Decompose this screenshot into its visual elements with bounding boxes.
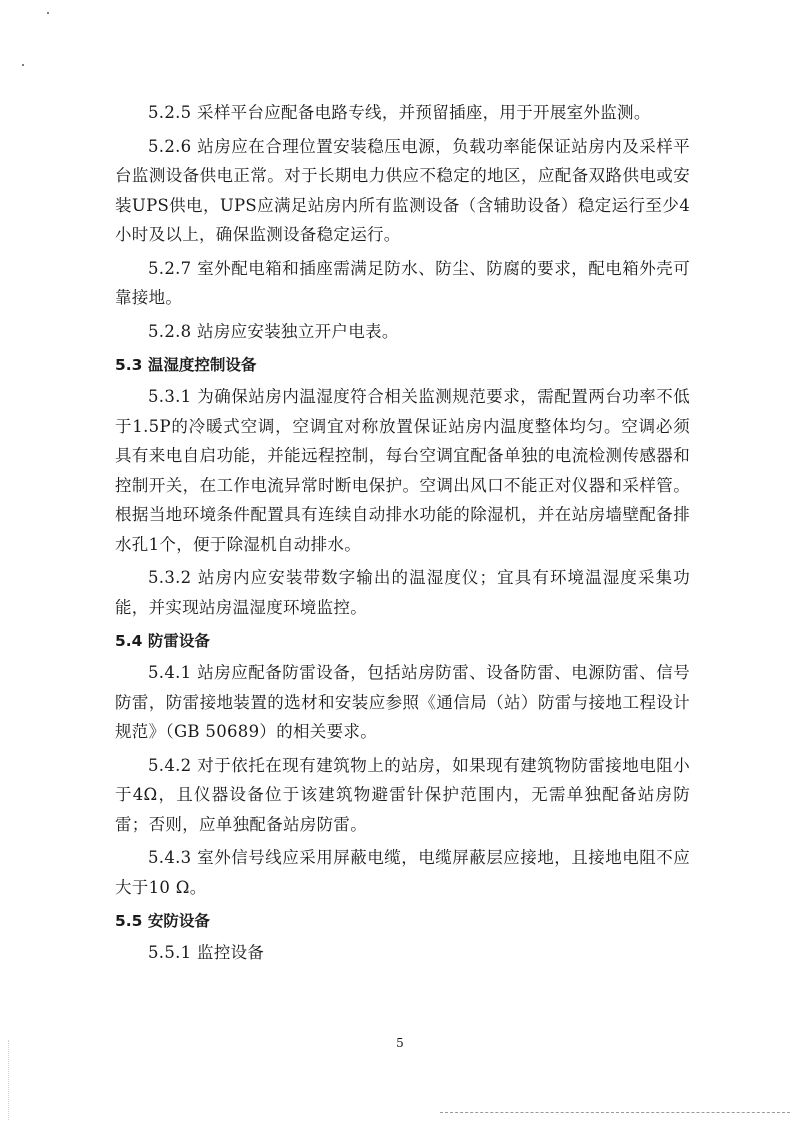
document-body	[115, 98, 690, 972]
clause-5-4-3: 5.4.3 室外信号线应采用屏蔽电缆，电缆屏蔽层应接地，且接地电阻不应大于10 Ω。	[115, 848, 690, 897]
clause-5-2-5: 5.2.5 采样平台应配备电路专线，并预留插座，用于开展室外监测。	[148, 103, 651, 122]
clause-5-4-1: 5.4.1 站房应配备防雷设备，包括站房防雷、设备防雷、电源防雷、信号防雷，防雷接地装置的选材和安装应参照《通信局（站）防雷与接地工程设计规范》（GB 50689）的相关要求。	[115, 663, 690, 741]
clause-5-3-1: 5.3.1 为确保站房内温湿度符合相关监测规范要求，需配置两台功率不低于1.5P的冷暖式空调，空调宜对称放置保证站房内温度整体均匀。空调必须具有来电自启功能，并能远程控制，每台空调宜配备单独的电流检测传感器和控制开关，在工作电流异常时断电保护。空调出风口不能正对仪器和采样管。根据当地环境条件配置具有连续自动排水功能的除湿机，并在站房墙壁配备排水孔1个，便于除湿机自动排水。	[115, 387, 690, 554]
section-heading-5-3: 5.3 温湿度控制设备	[115, 356, 257, 374]
page-number: 5	[396, 1036, 404, 1050]
scan-speck	[47, 12, 49, 14]
scan-edge-mark	[8, 1040, 10, 1120]
clause-5-3-2: 5.3.2 站房内应安装带数字输出的温湿度仪；宜具有环境温湿度采集功能，并实现站房温湿度环境监控。	[115, 568, 690, 617]
clause-5-4-2: 5.4.2 对于依托在现有建筑物上的站房，如果现有建筑物防雷接地电阻小于4Ω，且仪器设备位于该建筑物避雷针保护范围内，无需单独配备站房防雷；否则，应单独配备站房防雷。	[115, 755, 690, 834]
scan-speck	[22, 64, 24, 66]
clause-5-2-8: 5.2.8 站房应安装独立开户电表。	[148, 321, 399, 341]
clause-5-2-7: 5.2.7 室外配电箱和插座需满足防水、防尘、防腐的要求，配电箱外壳可靠接地。	[115, 258, 690, 307]
section-heading-5-4: 5.4 防雷设备	[115, 632, 210, 650]
clause-5-5-1: 5.5.1 监控设备	[148, 943, 265, 962]
section-heading-5-5: 5.5 安防设备	[115, 912, 210, 930]
scan-bottom-line	[440, 1112, 790, 1113]
clause-5-2-6: 5.2.6 站房应在合理位置安装稳压电源，负载功率能保证站房内及采样平台监测设备供电正常。对于长期电力供应不稳定的地区，应配备双路供电或安装UPS供电，UPS应满足站房内所有监测设备（含辅助设备）稳定运行至少4小时及以上，确保监测设备稳定运行。	[115, 136, 690, 244]
